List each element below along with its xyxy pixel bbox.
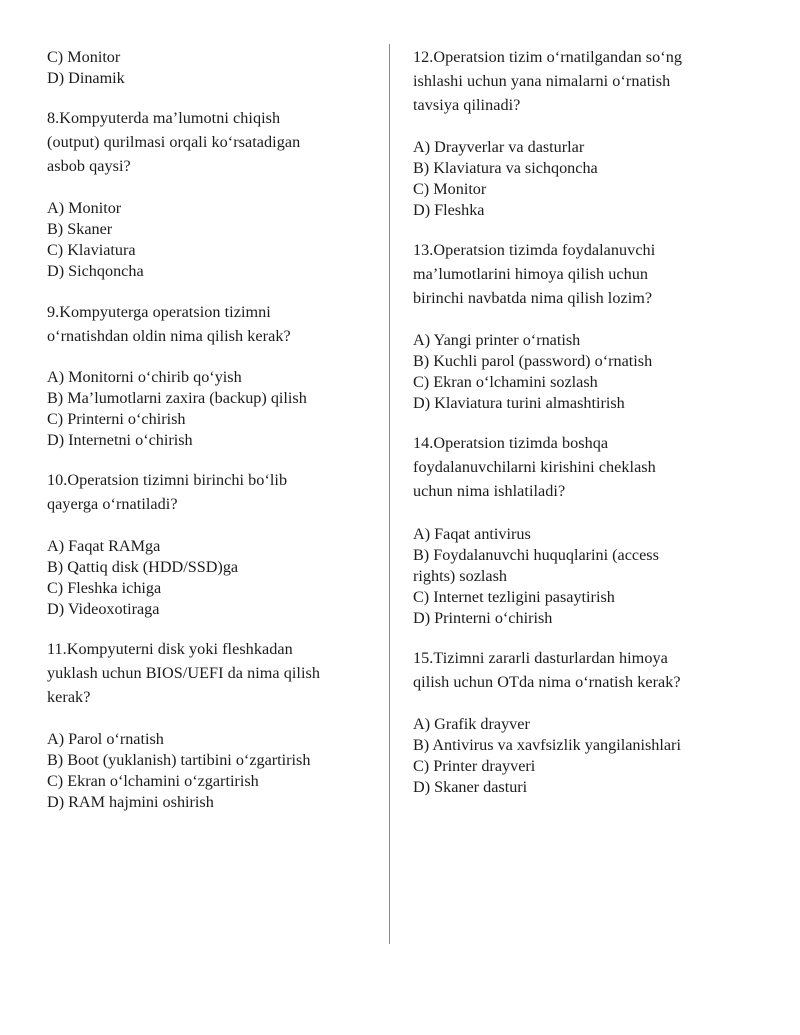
answer-option: A) Monitorni o‘chirib qo‘yish: [47, 368, 242, 386]
question-text: 12.Operatsion tizim o‘rnatilgandan so‘ng: [413, 48, 683, 66]
answer-option: A) Drayverlar va dasturlar: [413, 138, 585, 156]
question-text: asbob qaysi?: [47, 157, 131, 175]
answer-option: D) RAM hajmini oshirish: [47, 793, 214, 811]
answer-option: A) Faqat RAMga: [47, 537, 161, 555]
answer-option: C) Fleshka ichiga: [47, 579, 162, 597]
question-text: 8.Kompyuterda ma’lumotni chiqish: [47, 109, 281, 127]
answer-option: D) Sichqoncha: [47, 262, 144, 280]
answer-option: B) Ma’lumotlarni zaxira (backup) qilish: [47, 389, 307, 407]
answer-option: C) Printer drayveri: [413, 757, 536, 775]
answer-option: B) Antivirus va xavfsizlik yangilanishlari: [413, 736, 681, 754]
answer-option: D) Fleshka: [413, 201, 485, 219]
question-text: kerak?: [47, 688, 91, 706]
answer-option: B) Kuchli parol (password) o‘rnatish: [413, 352, 653, 370]
question-text: 13.Operatsion tizimda foydalanuvchi: [413, 241, 656, 259]
question-text: ma’lumotlarini himoya qilish uchun: [413, 265, 649, 283]
question-text: 14.Operatsion tizimda boshqa: [413, 434, 609, 452]
question-text: qilish uchun OTda nima o‘rnatish kerak?: [413, 673, 681, 691]
question-text: uchun nima ishlatiladi?: [413, 482, 566, 500]
question-text: 15.Tizimni zararli dasturlardan himoya: [413, 649, 668, 667]
answer-option: C) Printerni o‘chirish: [47, 410, 186, 428]
question-text: 10.Operatsion tizimni birinchi bo‘lib: [47, 471, 288, 489]
answer-option: C) Monitor: [47, 48, 121, 66]
answer-option: A) Faqat antivirus: [413, 525, 531, 543]
question-text: yuklash uchun BIOS/UEFI da nima qilish: [47, 664, 321, 682]
answer-option: D) Printerni o‘chirish: [413, 609, 553, 627]
answer-option: B) Qattiq disk (HDD/SSD)ga: [47, 558, 239, 576]
answer-option: A) Yangi printer o‘rnatish: [413, 331, 581, 349]
answer-option: rights) sozlash: [413, 567, 507, 585]
answer-option: D) Videoxotiraga: [47, 600, 160, 618]
question-text: qayerga o‘rnatiladi?: [47, 495, 178, 513]
question-text: (output) qurilmasi orqali ko‘rsatadigan: [47, 133, 301, 151]
answer-option: A) Grafik drayver: [413, 715, 530, 733]
answer-option: B) Skaner: [47, 220, 113, 238]
column-divider: [389, 44, 390, 944]
answer-option: C) Monitor: [413, 180, 487, 198]
question-text: o‘rnatishdan oldin nima qilish kerak?: [47, 327, 291, 345]
answer-option: C) Ekran o‘lchamini o‘zgartirish: [47, 772, 259, 790]
answer-option: C) Internet tezligini pasaytirish: [413, 588, 615, 606]
answer-option: D) Skaner dasturi: [413, 778, 528, 796]
question-text: tavsiya qilinadi?: [413, 96, 521, 114]
question-text: 9.Kompyuterga operatsion tizimni: [47, 303, 271, 321]
answer-option: D) Klaviatura turini almashtirish: [413, 394, 625, 412]
question-text: foydalanuvchilarni kirishini cheklash: [413, 458, 656, 476]
question-text: birinchi navbatda nima qilish lozim?: [413, 289, 653, 307]
answer-option: D) Internetni o‘chirish: [47, 431, 193, 449]
answer-option: A) Monitor: [47, 199, 122, 217]
answer-option: B) Boot (yuklanish) tartibini o‘zgartirish: [47, 751, 311, 769]
answer-option: C) Ekran o‘lchamini sozlash: [413, 373, 598, 391]
answer-option: B) Klaviatura va sichqoncha: [413, 159, 598, 177]
answer-option: B) Foydalanuvchi huquqlarini (access: [413, 546, 659, 564]
question-text: 11.Kompyuterni disk yoki fleshkadan: [47, 640, 293, 658]
answer-option: C) Klaviatura: [47, 241, 136, 259]
answer-option: D) Dinamik: [47, 69, 125, 87]
answer-option: A) Parol o‘rnatish: [47, 730, 164, 748]
question-text: ishlashi uchun yana nimalarni o‘rnatish: [413, 72, 671, 90]
